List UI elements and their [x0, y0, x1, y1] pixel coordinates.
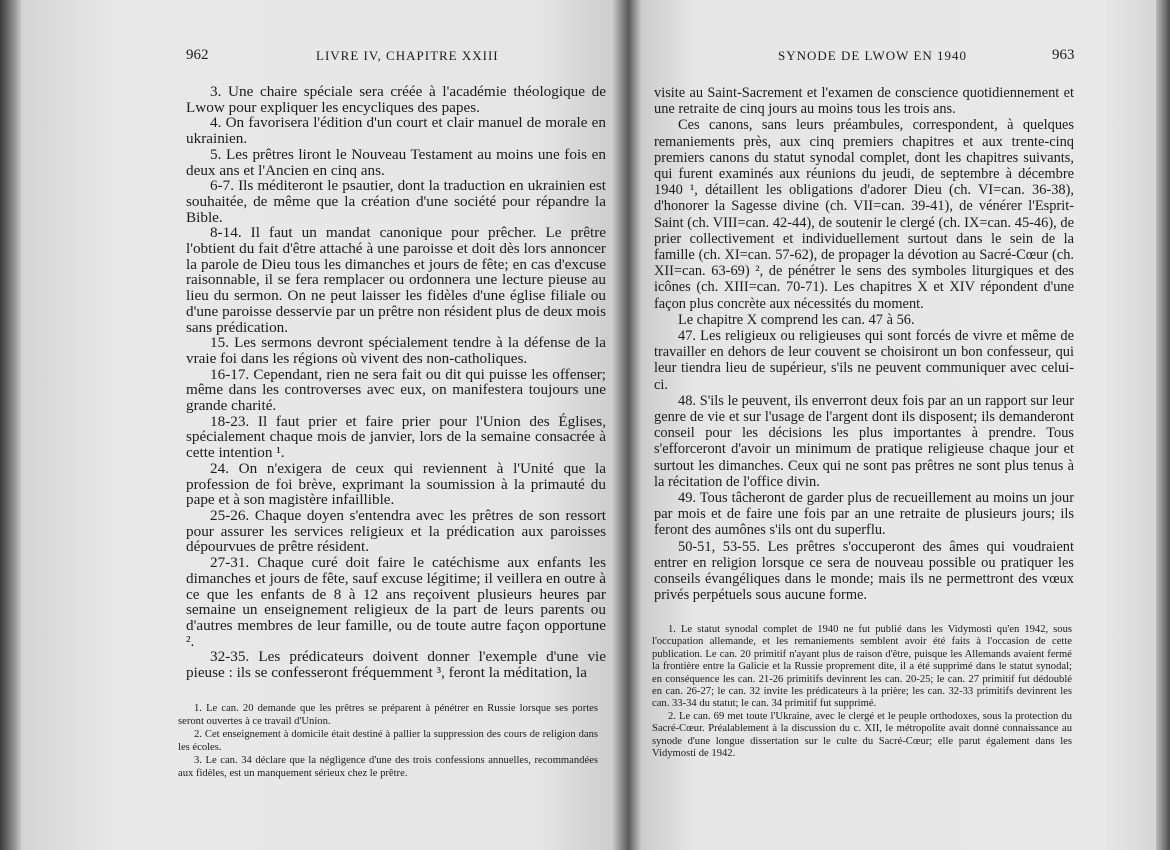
paragraph: 50-51, 53-55. Les prêtres s'occuperont des âmes qui voudraient entrer en religion lorsque ce sera de nouveau possible ou pratiquer les conseils évangéliques dans le monde; mais ils ne permettront des vœux privés perpétuels sous aucune forme.	[654, 538, 1074, 604]
left-footnotes	[178, 702, 598, 780]
paragraph: 47. Les religieux ou religieuses qui sont forcés de vivre et même de travailler en dehors de leur couvent se choisiront un bon confesseur, qui leur tiendra lieu de supérieur, s'ils ne peuvent communiquer avec celui-ci.	[654, 328, 1074, 393]
footnote: 1. Le can. 20 demande que les prêtres se préparent à pénétrer en Russie lorsque ses portes seront ouvertes à ce travail d'Union.	[178, 703, 598, 727]
left-page-body	[186, 84, 606, 681]
right-page-body	[654, 85, 1074, 604]
book-gutter	[612, 0, 642, 850]
paragraph: 3. Une chaire spéciale sera créée à l'académie théologique de Lwow pour expliquer les encycliques des papes.	[186, 83, 606, 116]
footnote: 2. Cet enseignement à domicile était destiné à pallier la suppression des cours de religion dans les écoles.	[178, 729, 598, 753]
paragraph: Ces canons, sans leurs préambules, correspondent, à quelques remaniements près, aux cinq premiers chapitres et aux trente-cinq premiers canons du statut synodal complet, dont les chapitres suivants, qui furent examinés aux réunions du jeudi, de septembre à décembre 1940 ¹, détaillent les obligations d'adorer Dieu (ch. VI=can. 36-38), d'honorer la Sagesse divine (ch. VII=can. 39-41), de vénérer l'Esprit-Saint (ch. VIII=can. 42-44), de soutenir le clergé (ch. IX=can. 45-46), de prier collectivement et individuellement surtout dans le sein de la famille (ch. XI=can. 57-62), de propager la dévotion au Sacré-Cœur (ch. XII=can. 63-69) ², de pénétrer le sens des symboles liturgiques et des icônes (ch. XIII=can. 70-71). Les chapitres X et XIV répondent d'une façon plus concrète aux nécessités du moment.	[654, 117, 1074, 312]
left-running-head: LIVRE IV, CHAPITRE XXIII	[316, 48, 499, 63]
paragraph: 8-14. Il faut un mandat canonique pour prêcher. Le prêtre l'obtient du fait d'être attaché à une paroisse et doit dès lors annoncer la parole de Dieu tous les dimanches et jours de fête; en cas d'excuse raisonnable, il se fera remplacer ou ordonnera une lecture pieuse au lieu du sermon. On ne peut laisser les fidèles d'une église filiale ou d'une paroisse desservie par un prêtre non résident plus de deux mois sans prédication.	[186, 224, 606, 336]
right-running-head: SYNODE DE LWOW EN 1940	[778, 48, 968, 63]
paragraph: 15. Les sermons devront spécialement tendre à la défense de la vraie foi dans les régions où vivent des non-catholiques.	[186, 334, 606, 367]
paragraph: 24. On n'exigera de ceux qui reviennent à l'Unité que la profession de foi brève, exprimant la soumission à la primauté du pape et à son magistère infaillible.	[186, 459, 606, 509]
paragraph: 27-31. Chaque curé doit faire le catéchisme aux enfants les dimanches et jours de fête, sauf excuse légitime; il veillera en outre à ce que les enfants de 8 à 12 ans reçoivent plusieurs heures par semaine un enseignement religieux de la part de leurs parents ou d'autres membres de leur famille, ou de toute autre façon opportune ².	[186, 554, 606, 650]
paragraph: 6-7. Ils méditeront le psautier, dont la traduction en ukrainien est souhaitée, de même que la création d'une société pour répandre la Bible.	[186, 177, 606, 226]
paragraph: 25-26. Chaque doyen s'entendra avec les prêtres de son ressort pour assurer les services religieux et la prédication aux paroisses dépourvues de prêtre résident.	[186, 506, 606, 556]
paragraph: Le chapitre X comprend les can. 47 à 56.	[678, 311, 915, 328]
paragraph: 48. S'ils le peuvent, ils enverront deux fois par an un rapport sur leur genre de vie et sur l'usage de l'argent dont ils disposent; ils demanderont conseil pour les décisions les plus importantes à prendre. Tous s'efforceront d'avoir un minimum de pratique religieuse chaque jour et surtout les dimanches. Ceux qui ne sont pas prêtres ne sont plus tenus à la récitation de l'office divin.	[654, 392, 1074, 490]
paragraph: 18-23. Il faut prier et faire prier pour l'Union des Églises, spécialement chaque mois de janvier, lors de la semaine consacrée à cette intention ¹.	[186, 412, 606, 462]
paragraph: 4. On favorisera l'édition d'un court et clair manuel de morale en ukrainien.	[186, 114, 606, 148]
paragraph: 32-35. Les prédicateurs doivent donner l'exemple d'une vie pieuse : ils se confesseront fréquemment ³, feront la méditation, la	[186, 648, 606, 682]
page-edges-left	[0, 0, 22, 850]
right-page-number: 963	[1052, 47, 1075, 63]
footnote: 3. Le can. 34 déclare que la négligence d'une des trois confessions annuelles, recommandées aux fidèles, est un manquement sérieux chez le prêtre.	[178, 755, 598, 779]
left-page-number: 962	[186, 47, 209, 63]
right-footnotes	[652, 624, 1072, 760]
paragraph: 5. Les prêtres liront le Nouveau Testament au moins une fois en deux ans et l'Ancien en cinq ans.	[186, 145, 606, 179]
paragraph: 16-17. Cependant, rien ne sera fait ou dit qui puisse les offenser; même dans les controverses avec eux, on manifestera toujours une grande charité.	[186, 365, 606, 415]
footnote: 1. Le statut synodal complet de 1940 ne fut publié dans les Vidymosti qu'en 1942, sous l'occupation allemande, et les remaniements semblent avoir été faits à l'occasion de cette publication. Le can. 20 primitif n'ayant plus de raison d'être, puisque les Allemands avaient fermé la frontière entre la Galicie et la Russie proprement dite, il a été supprimé dans le statut synodal; en conséquence les can. 21-26 primitifs devinrent les can. 20-25; le can. 27 primitif fut dédoublé en can. 26-27; le can. 32 invite les prédicateurs à la prière; les can. 32-33 primitifs devinrent les can. 33-34 du statut; le can. 34 primitif fut supprimé.	[652, 624, 1072, 710]
paragraph: 49. Tous tâcheront de garder plus de recueillement au moins un jour par mois et de faire une fois par an une retraite de plusieurs jours; ils feront des aumônes s'ils ont du superflu.	[654, 490, 1074, 539]
page-edges-right	[1156, 0, 1170, 850]
paragraph-continuation: visite au Saint-Sacrement et l'examen de conscience quotidiennement et une retraite de cinq jours au moins tous les trois ans.	[654, 85, 1074, 118]
footnote: 2. Le can. 69 met toute l'Ukraine, avec le clergé et le peuple orthodoxes, sous la protection du Sacré-Cœur. Préalablement à la discussion du c. XII, le métropolite avait donné connaissance au synode d'une longue dissertation sur le culte du Sacré-Cœur; elle parut également dans les Vidymosti de 1942.	[652, 710, 1072, 760]
